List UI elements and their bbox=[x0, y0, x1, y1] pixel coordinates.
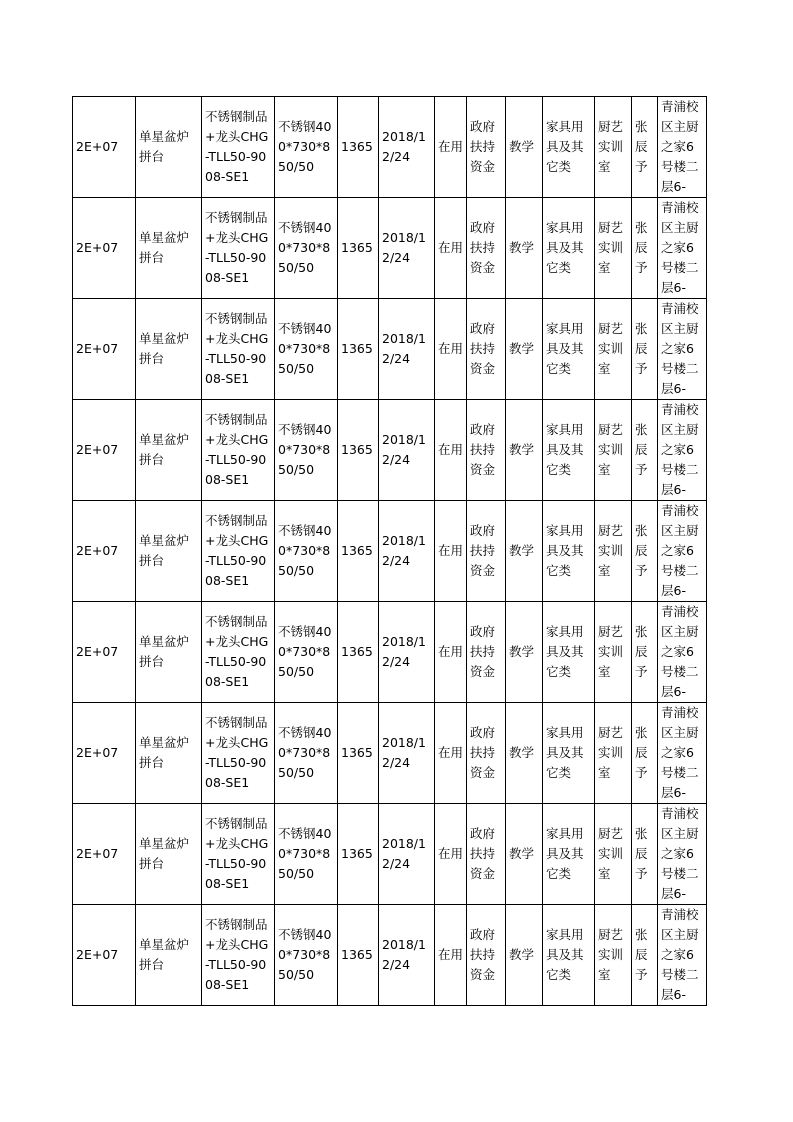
funding-source-cell: 政府扶持资金 bbox=[467, 198, 506, 299]
brand-model-cell: 不锈钢制品+龙头CHG-TLL50-9008-SE1 bbox=[202, 703, 275, 804]
asset-name-cell: 单星盆炉拼台 bbox=[136, 501, 202, 602]
category-cell: 家具用具及其它类 bbox=[543, 400, 595, 501]
specification-cell: 不锈钢400*730*850/50 bbox=[275, 501, 338, 602]
acquisition-date-cell: 2018/12/24 bbox=[379, 602, 435, 703]
category-cell: 家具用具及其它类 bbox=[543, 905, 595, 1006]
status-cell: 在用 bbox=[435, 400, 467, 501]
asset-number-cell: 2E+07 bbox=[73, 703, 136, 804]
asset-table bbox=[72, 96, 707, 1006]
table-row bbox=[73, 400, 707, 501]
status-cell: 在用 bbox=[435, 198, 467, 299]
acquisition-date-cell: 2018/12/24 bbox=[379, 198, 435, 299]
specification-cell: 不锈钢400*730*850/50 bbox=[275, 97, 338, 198]
status-cell: 在用 bbox=[435, 97, 467, 198]
funding-source-cell: 政府扶持资金 bbox=[467, 703, 506, 804]
specification-cell: 不锈钢400*730*850/50 bbox=[275, 804, 338, 905]
table-row bbox=[73, 299, 707, 400]
usage-cell: 教学 bbox=[506, 400, 543, 501]
specification-cell: 不锈钢400*730*850/50 bbox=[275, 400, 338, 501]
asset-name-cell: 单星盆炉拼台 bbox=[136, 804, 202, 905]
location-cell: 青浦校区主厨之家6号楼二层6- bbox=[658, 703, 707, 804]
price-cell: 1365 bbox=[338, 703, 379, 804]
brand-model-cell: 不锈钢制品+龙头CHG-TLL50-9008-SE1 bbox=[202, 400, 275, 501]
price-cell: 1365 bbox=[338, 299, 379, 400]
custodian-cell: 张辰予 bbox=[632, 400, 658, 501]
location-cell: 青浦校区主厨之家6号楼二层6- bbox=[658, 400, 707, 501]
status-cell: 在用 bbox=[435, 804, 467, 905]
brand-model-cell: 不锈钢制品+龙头CHG-TLL50-9008-SE1 bbox=[202, 501, 275, 602]
usage-cell: 教学 bbox=[506, 299, 543, 400]
specification-cell: 不锈钢400*730*850/50 bbox=[275, 198, 338, 299]
location-cell: 青浦校区主厨之家6号楼二层6- bbox=[658, 905, 707, 1006]
asset-number-cell: 2E+07 bbox=[73, 198, 136, 299]
department-cell: 厨艺实训室 bbox=[595, 501, 632, 602]
location-cell: 青浦校区主厨之家6号楼二层6- bbox=[658, 602, 707, 703]
asset-name-cell: 单星盆炉拼台 bbox=[136, 905, 202, 1006]
asset-name-cell: 单星盆炉拼台 bbox=[136, 198, 202, 299]
custodian-cell: 张辰予 bbox=[632, 602, 658, 703]
department-cell: 厨艺实训室 bbox=[595, 905, 632, 1006]
price-cell: 1365 bbox=[338, 905, 379, 1006]
asset-number-cell: 2E+07 bbox=[73, 602, 136, 703]
usage-cell: 教学 bbox=[506, 602, 543, 703]
asset-table-page bbox=[72, 96, 707, 1006]
location-cell: 青浦校区主厨之家6号楼二层6- bbox=[658, 299, 707, 400]
funding-source-cell: 政府扶持资金 bbox=[467, 299, 506, 400]
location-cell: 青浦校区主厨之家6号楼二层6- bbox=[658, 198, 707, 299]
asset-number-cell: 2E+07 bbox=[73, 400, 136, 501]
custodian-cell: 张辰予 bbox=[632, 299, 658, 400]
acquisition-date-cell: 2018/12/24 bbox=[379, 804, 435, 905]
category-cell: 家具用具及其它类 bbox=[543, 703, 595, 804]
acquisition-date-cell: 2018/12/24 bbox=[379, 299, 435, 400]
custodian-cell: 张辰予 bbox=[632, 905, 658, 1006]
asset-number-cell: 2E+07 bbox=[73, 804, 136, 905]
department-cell: 厨艺实训室 bbox=[595, 97, 632, 198]
custodian-cell: 张辰予 bbox=[632, 97, 658, 198]
brand-model-cell: 不锈钢制品+龙头CHG-TLL50-9008-SE1 bbox=[202, 905, 275, 1006]
asset-number-cell: 2E+07 bbox=[73, 905, 136, 1006]
department-cell: 厨艺实训室 bbox=[595, 198, 632, 299]
asset-number-cell: 2E+07 bbox=[73, 97, 136, 198]
funding-source-cell: 政府扶持资金 bbox=[467, 804, 506, 905]
custodian-cell: 张辰予 bbox=[632, 501, 658, 602]
category-cell: 家具用具及其它类 bbox=[543, 299, 595, 400]
price-cell: 1365 bbox=[338, 602, 379, 703]
acquisition-date-cell: 2018/12/24 bbox=[379, 400, 435, 501]
custodian-cell: 张辰予 bbox=[632, 804, 658, 905]
specification-cell: 不锈钢400*730*850/50 bbox=[275, 905, 338, 1006]
status-cell: 在用 bbox=[435, 501, 467, 602]
funding-source-cell: 政府扶持资金 bbox=[467, 905, 506, 1006]
specification-cell: 不锈钢400*730*850/50 bbox=[275, 703, 338, 804]
brand-model-cell: 不锈钢制品+龙头CHG-TLL50-9008-SE1 bbox=[202, 198, 275, 299]
funding-source-cell: 政府扶持资金 bbox=[467, 400, 506, 501]
funding-source-cell: 政府扶持资金 bbox=[467, 501, 506, 602]
asset-table-body bbox=[73, 97, 707, 1006]
brand-model-cell: 不锈钢制品+龙头CHG-TLL50-9008-SE1 bbox=[202, 299, 275, 400]
table-row bbox=[73, 905, 707, 1006]
price-cell: 1365 bbox=[338, 501, 379, 602]
brand-model-cell: 不锈钢制品+龙头CHG-TLL50-9008-SE1 bbox=[202, 97, 275, 198]
table-row bbox=[73, 703, 707, 804]
status-cell: 在用 bbox=[435, 905, 467, 1006]
price-cell: 1365 bbox=[338, 400, 379, 501]
custodian-cell: 张辰予 bbox=[632, 198, 658, 299]
department-cell: 厨艺实训室 bbox=[595, 400, 632, 501]
usage-cell: 教学 bbox=[506, 703, 543, 804]
usage-cell: 教学 bbox=[506, 198, 543, 299]
asset-number-cell: 2E+07 bbox=[73, 501, 136, 602]
acquisition-date-cell: 2018/12/24 bbox=[379, 501, 435, 602]
custodian-cell: 张辰予 bbox=[632, 703, 658, 804]
asset-name-cell: 单星盆炉拼台 bbox=[136, 299, 202, 400]
table-row bbox=[73, 804, 707, 905]
status-cell: 在用 bbox=[435, 703, 467, 804]
location-cell: 青浦校区主厨之家6号楼二层6- bbox=[658, 97, 707, 198]
specification-cell: 不锈钢400*730*850/50 bbox=[275, 299, 338, 400]
table-row bbox=[73, 501, 707, 602]
table-row bbox=[73, 602, 707, 703]
brand-model-cell: 不锈钢制品+龙头CHG-TLL50-9008-SE1 bbox=[202, 602, 275, 703]
status-cell: 在用 bbox=[435, 602, 467, 703]
usage-cell: 教学 bbox=[506, 97, 543, 198]
asset-name-cell: 单星盆炉拼台 bbox=[136, 602, 202, 703]
brand-model-cell: 不锈钢制品+龙头CHG-TLL50-9008-SE1 bbox=[202, 804, 275, 905]
department-cell: 厨艺实训室 bbox=[595, 299, 632, 400]
usage-cell: 教学 bbox=[506, 804, 543, 905]
category-cell: 家具用具及其它类 bbox=[543, 198, 595, 299]
department-cell: 厨艺实训室 bbox=[595, 804, 632, 905]
category-cell: 家具用具及其它类 bbox=[543, 602, 595, 703]
specification-cell: 不锈钢400*730*850/50 bbox=[275, 602, 338, 703]
asset-name-cell: 单星盆炉拼台 bbox=[136, 97, 202, 198]
price-cell: 1365 bbox=[338, 97, 379, 198]
asset-name-cell: 单星盆炉拼台 bbox=[136, 400, 202, 501]
acquisition-date-cell: 2018/12/24 bbox=[379, 905, 435, 1006]
department-cell: 厨艺实训室 bbox=[595, 703, 632, 804]
location-cell: 青浦校区主厨之家6号楼二层6- bbox=[658, 501, 707, 602]
category-cell: 家具用具及其它类 bbox=[543, 804, 595, 905]
status-cell: 在用 bbox=[435, 299, 467, 400]
table-row bbox=[73, 97, 707, 198]
location-cell: 青浦校区主厨之家6号楼二层6- bbox=[658, 804, 707, 905]
asset-number-cell: 2E+07 bbox=[73, 299, 136, 400]
table-row bbox=[73, 198, 707, 299]
asset-name-cell: 单星盆炉拼台 bbox=[136, 703, 202, 804]
category-cell: 家具用具及其它类 bbox=[543, 501, 595, 602]
acquisition-date-cell: 2018/12/24 bbox=[379, 703, 435, 804]
category-cell: 家具用具及其它类 bbox=[543, 97, 595, 198]
funding-source-cell: 政府扶持资金 bbox=[467, 97, 506, 198]
usage-cell: 教学 bbox=[506, 905, 543, 1006]
acquisition-date-cell: 2018/12/24 bbox=[379, 97, 435, 198]
price-cell: 1365 bbox=[338, 198, 379, 299]
department-cell: 厨艺实训室 bbox=[595, 602, 632, 703]
price-cell: 1365 bbox=[338, 804, 379, 905]
usage-cell: 教学 bbox=[506, 501, 543, 602]
funding-source-cell: 政府扶持资金 bbox=[467, 602, 506, 703]
